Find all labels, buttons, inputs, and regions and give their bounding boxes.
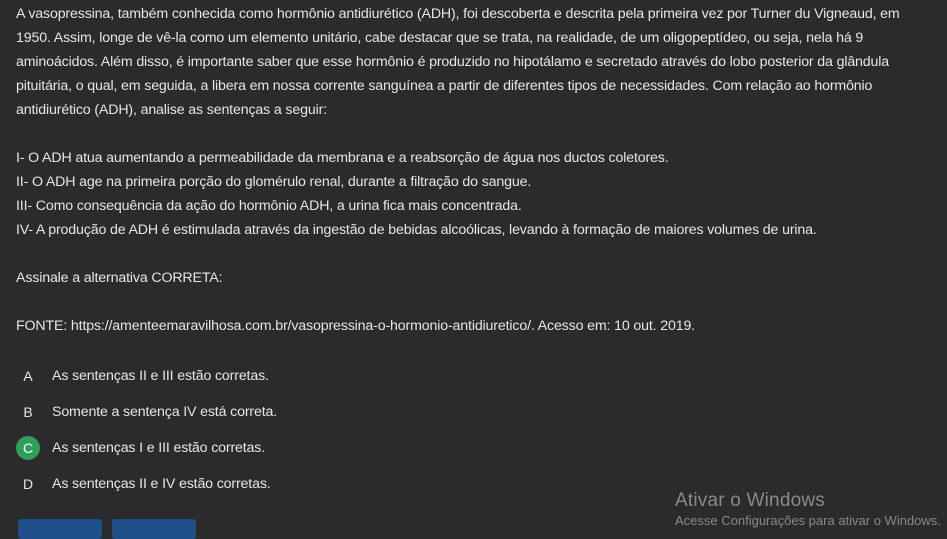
answer-options xyxy=(16,358,616,502)
watermark-title: Ativar o Windows xyxy=(675,490,825,511)
option-d[interactable] xyxy=(16,466,616,502)
option-letter-c-correct: C xyxy=(16,436,40,460)
statement-3: III- Como consequência da ação do hormônio ADH, a urina fica mais concentrada. xyxy=(16,198,522,214)
question-intro: A vasopressina, também conhecida como hormônio antidiurético (ADH), foi descoberta e descrita pela primeira vez por Turner du Vigneaud, em 1950. Assim, longe de vê-la como um elemento unitário, cabe destacar que se trata, na realidade, de um oligopeptídeo, ou seja, nela há 9 aminoácidos. Além disso, é importante saber que esse hormônio é produzido no hipotálamo e secretado através do lobo posterior da glândula pituitária, o qual, em seguida, a libera em nossa corrente sanguínea a partir de diferentes tipos de necessidades. Com relação ao hormônio antidiurético (ADH), analise as sentenças a seguir: xyxy=(16,6,900,118)
statement-2: II- O ADH age na primeira porção do glomérulo renal, durante a filtração do sangue. xyxy=(16,174,532,190)
bottom-button-1[interactable] xyxy=(18,519,102,539)
bottom-button-2[interactable] xyxy=(112,519,196,539)
option-text-a: As sentenças II e III estão corretas. xyxy=(52,368,269,384)
option-text-b: Somente a sentença IV está correta. xyxy=(52,404,278,420)
option-letter-b: B xyxy=(23,404,33,420)
option-c[interactable] xyxy=(16,430,616,466)
option-b[interactable] xyxy=(16,394,616,430)
question-instruction: Assinale a alternativa CORRETA: xyxy=(16,270,223,286)
windows-activation-watermark xyxy=(675,489,941,529)
question-content xyxy=(16,2,936,338)
watermark-subtitle: Acesse Configurações para ativar o Windows. xyxy=(675,513,941,528)
option-text-d: As sentenças II e IV estão corretas. xyxy=(52,476,271,492)
option-a[interactable] xyxy=(16,358,616,394)
option-letter-d: D xyxy=(22,476,34,492)
option-text-c: As sentenças I e III estão corretas. xyxy=(52,440,266,456)
question-source: FONTE: https://amenteemaravilhosa.com.br/vasopressina-o-hormonio-antidiuretico/. Acesso em: 10 out. 2019. xyxy=(16,318,695,334)
statement-4: IV- A produção de ADH é estimulada através da ingestão de bebidas alcoólicas, levando à formação de maiores volumes de urina. xyxy=(16,222,817,238)
statement-1: I- O ADH atua aumentando a permeabilidade da membrana e a reabsorção de água nos ductos coletores. xyxy=(16,150,669,166)
bottom-buttons xyxy=(18,519,196,539)
option-letter-a: A xyxy=(23,368,33,384)
